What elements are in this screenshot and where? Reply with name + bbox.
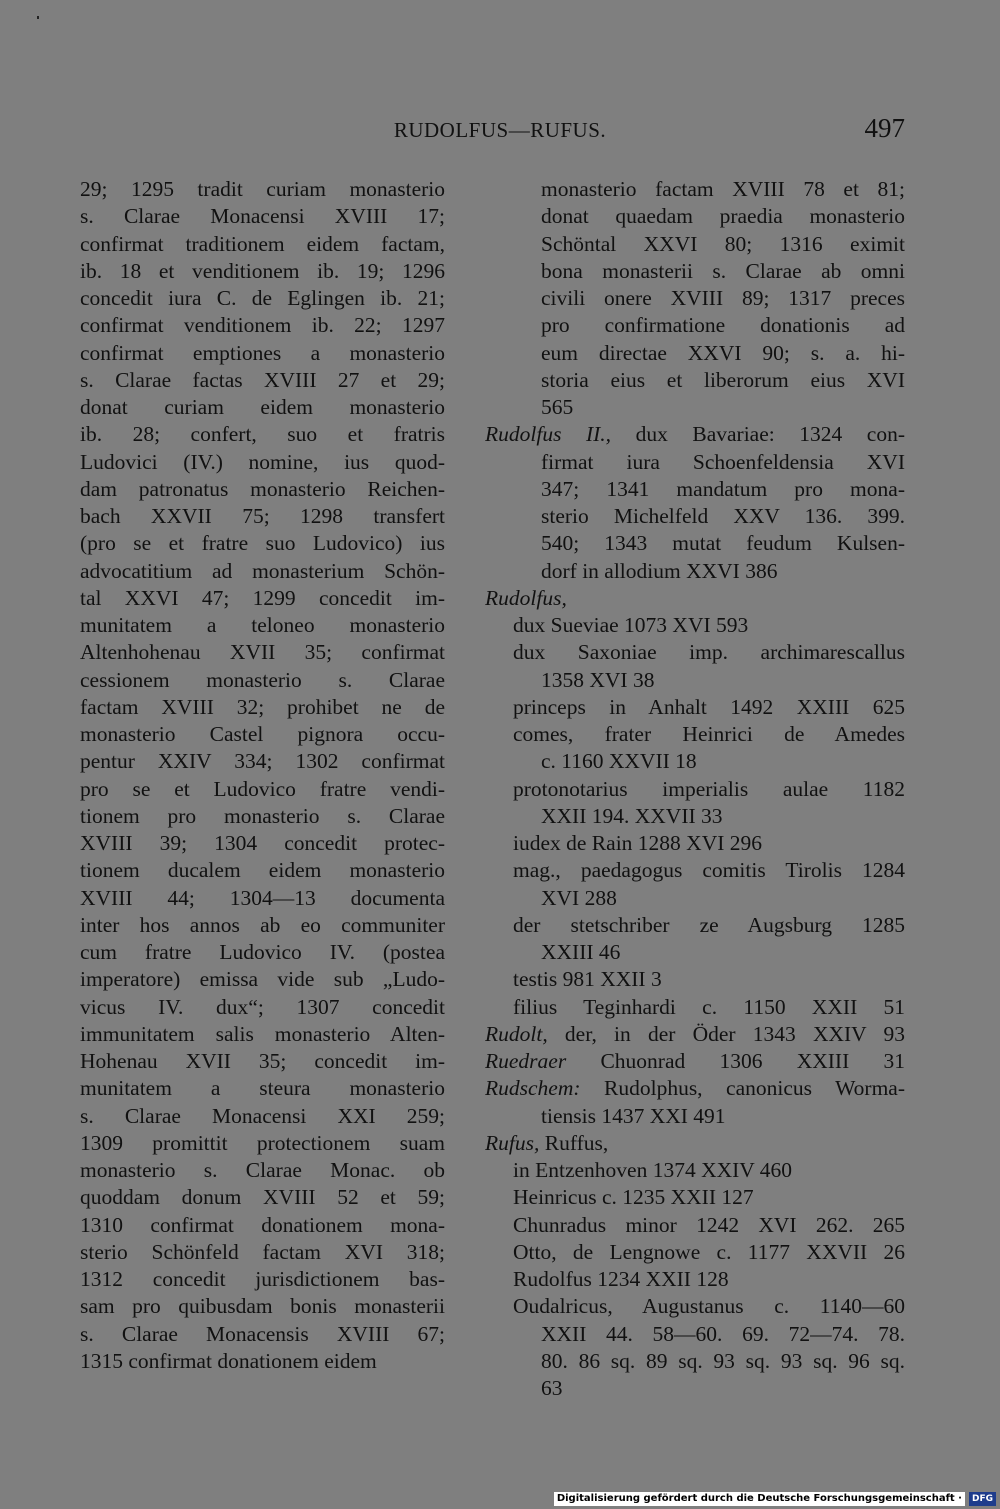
text-line: 1312 concedit jurisdictionem bas- [80, 1267, 445, 1291]
text-line: immunitatem salis monasterio Alten- [80, 1021, 445, 1046]
text-line: XVIII 44; 1304—13 documenta [80, 885, 445, 910]
text-line: ib. 28; confert, suo et fratris [80, 422, 445, 447]
text-line: tionem ducalem eidem monasterio [80, 858, 445, 883]
entry-text: dorf in allodium XXVI 386 [541, 558, 778, 583]
index-line [485, 1375, 905, 1402]
entry-text: 565 [541, 395, 574, 419]
index-line [485, 912, 905, 939]
right-column [485, 176, 905, 1402]
text-line: s. Clarae Monacensis XVIII 67; [80, 1321, 445, 1346]
index-line [485, 1293, 905, 1320]
index-line [485, 449, 905, 476]
entry-text: 540; 1343 mutat feudum Kulsen- [541, 531, 905, 556]
text-line: vicus IV. dux“; 1307 concedit [80, 994, 445, 1019]
entry-text: dux Sueviae 1073 XVI 593 [513, 613, 749, 637]
text-line: cum fratre Ludovico IV. (postea [80, 940, 445, 964]
entry-text: c. 1160 XXVII 18 [541, 749, 697, 774]
index-line [485, 612, 905, 639]
index-line [485, 203, 905, 230]
entry-text: monasterio factam XVIII 78 et 81; [541, 177, 905, 201]
index-line [485, 667, 905, 694]
text-line: 1309 promittit protectionem suam [80, 1130, 445, 1155]
page-number: 497 [864, 113, 905, 143]
entry-text: princeps in Anhalt 1492 XXIII 625 [513, 694, 905, 719]
text-line: 29; 1295 tradit curiam monasterio [80, 177, 445, 201]
index-line [485, 1266, 905, 1293]
entry-text: Rudolfus 1234 XXII 128 [513, 1267, 729, 1291]
text-line: s. Clarae Monacensi XXI 259; [80, 1103, 445, 1128]
index-line [485, 1184, 905, 1211]
entry-text: 1358 XVI 38 [541, 667, 655, 692]
entry-headword: Rufus, [485, 1130, 540, 1155]
text-line: sterio Schönfeld factam XVI 318; [80, 1239, 445, 1264]
index-line [485, 1130, 905, 1157]
index-line [485, 803, 905, 830]
entry-headword: Rudschem: [485, 1076, 581, 1101]
index-line [485, 367, 905, 394]
index-line [485, 1321, 905, 1348]
index-line [485, 966, 905, 993]
index-line [485, 1348, 905, 1375]
entry-headword: Ruedraer [485, 1049, 567, 1073]
index-line [485, 1212, 905, 1239]
text-line: tionem pro monasterio s. Clarae [80, 803, 445, 828]
text-line: inter hos annos ab eo communiter [80, 912, 445, 937]
entry-text: bona monasterii s. Clarae ab omni [541, 258, 905, 283]
entry-text: Otto, de Lengnowe c. 1177 XXVII 26 [513, 1239, 905, 1264]
text-line: Altenhohenau XVII 35; confirmat [80, 640, 445, 665]
text-line: 1315 confirmat donationem eidem [80, 1348, 377, 1373]
index-line [485, 340, 905, 367]
index-line [485, 476, 905, 503]
text-line: s. Clarae Monacensi XVIII 17; [80, 204, 445, 229]
entry-text: Rudolphus, canonicus Worma- [580, 1076, 905, 1101]
index-line [485, 176, 905, 203]
entry-text: tiensis 1437 XXI 491 [541, 1103, 726, 1128]
index-line [485, 1103, 905, 1130]
index-line [485, 830, 905, 857]
index-line [485, 1021, 905, 1048]
text-line: pentur XXIV 334; 1302 confirmat [80, 749, 445, 774]
entry-text: in Entzenhoven 1374 XXIV 460 [513, 1158, 793, 1182]
index-line [485, 312, 905, 339]
entry-headword: Rudolfus, [485, 585, 567, 610]
text-line: dam patronatus monasterio Reichen- [80, 476, 445, 501]
entry-text: der, in der Öder 1343 XXIV 93 [547, 1021, 905, 1046]
text-line: advocatitium ad monasterium Schön- [80, 558, 445, 583]
index-line [485, 776, 905, 803]
index-line [485, 1157, 905, 1184]
text-line: monasterio Castel pignora occu- [80, 722, 445, 746]
footer-credit: Digitalisierung gefördert durch die Deutsche Forschungsgemeinschaft · [554, 1492, 965, 1506]
text-line: ib. 18 et venditionem ib. 19; 1296 [80, 258, 445, 283]
text-line: monasterio s. Clarae Monac. ob [80, 1158, 445, 1182]
index-line [485, 721, 905, 748]
index-line [485, 1048, 905, 1075]
entry-text: XXIII 46 [541, 940, 621, 964]
text-line: sam pro quibusdam bonis monasterii [80, 1294, 445, 1319]
index-line [485, 585, 905, 612]
entry-text: sterio Michelfeld XXV 136. 399. [541, 504, 905, 528]
entry-text: 63 [541, 1376, 563, 1400]
text-line: pro se et Ludovico fratre vendi- [80, 776, 445, 801]
text-line: quoddam donum XVIII 52 et 59; [80, 1185, 445, 1210]
entry-text: dux Saxoniae imp. archimarescallus [513, 640, 905, 665]
entry-text: filius Teginhardi c. 1150 XXII 51 [513, 994, 905, 1019]
text-line: munitatem a steura monasterio [80, 1076, 445, 1101]
index-line [485, 231, 905, 258]
text-line: imperatore) emissa vide sub „Ludo- [80, 967, 445, 992]
entry-text: comes, frater Heinrici de Amedes [513, 722, 905, 746]
index-line [485, 1239, 905, 1266]
running-title: RUDOLFUS—RUFUS. [393, 118, 607, 142]
text-line: Ludovici (IV.) nomine, ius quod- [80, 449, 445, 474]
entry-text: mag., paedagogus comitis Tirolis 1284 [513, 858, 905, 883]
text-line: donat curiam eidem monasterio [80, 395, 445, 419]
entry-headword: Rudolfus II., [485, 422, 612, 447]
entry-text: civili onere XVIII 89; 1317 preces [541, 286, 905, 310]
index-line [485, 748, 905, 775]
left-column [80, 176, 445, 1375]
text-line: Hohenau XVII 35; concedit im- [80, 1049, 445, 1073]
index-line [485, 694, 905, 721]
index-line [485, 885, 905, 912]
entry-text: donat quaedam praedia monasterio [541, 204, 905, 229]
index-line [485, 639, 905, 666]
entry-text: Schöntal XXVI 80; 1316 eximit [541, 231, 905, 256]
text-line: confirmat traditionem eidem factam, [80, 231, 445, 256]
index-line [485, 503, 905, 530]
index-line [485, 421, 905, 448]
entry-text: 80. 86 sq. 89 sq. 93 sq. 93 sq. 96 sq. [541, 1348, 905, 1373]
entry-text: storia eius et liberorum eius XVI [541, 367, 905, 392]
entry-text: eum directae XXVI 90; s. a. hi- [541, 340, 905, 365]
index-line [485, 285, 905, 312]
entry-text: Ruffus, [539, 1130, 609, 1155]
text-line: XVIII 39; 1304 concedit protec- [80, 831, 445, 855]
entry-text: pro confirmatione donationis ad [541, 313, 905, 338]
text-line: confirmat venditionem ib. 22; 1297 [80, 313, 445, 338]
entry-text: XVI 288 [541, 885, 617, 910]
entry-text: Oudalricus, Augustanus c. 1140—60 [513, 1294, 905, 1319]
entry-text: dux Bavariae: 1324 con- [611, 422, 905, 447]
index-line [485, 394, 905, 421]
text-line: s. Clarae factas XVIII 27 et 29; [80, 367, 445, 392]
index-line [485, 857, 905, 884]
text-line: tal XXVI 47; 1299 concedit im- [80, 585, 445, 610]
entry-text: XXII 44. 58—60. 69. 72—74. 78. [541, 1321, 905, 1346]
index-line [485, 994, 905, 1021]
text-line: munitatem a teloneo monasterio [80, 613, 445, 637]
entry-text: testis 981 XXII 3 [513, 967, 662, 992]
text-line: 1310 confirmat donationem mona- [80, 1212, 445, 1237]
index-line [485, 1075, 905, 1102]
text-line: factam XVIII 32; prohibet ne de [80, 694, 445, 719]
index-line [485, 558, 905, 585]
index-line [485, 258, 905, 285]
entry-headword: Rudolt, [485, 1021, 548, 1046]
entry-text: 347; 1341 mandatum pro mona- [541, 476, 905, 501]
entry-text: iudex de Rain 1288 XVI 296 [513, 831, 763, 855]
text-line: concedit iura C. de Eglingen ib. 21; [80, 286, 445, 310]
entry-text: protonotarius imperialis aulae 1182 [513, 776, 905, 801]
text-line: confirmat emptiones a monasterio [80, 340, 445, 365]
entry-text: der stetschriber ze Augsburg 1285 [513, 912, 905, 937]
text-line: (pro se et fratre suo Ludovico) ius [80, 531, 445, 556]
dfg-logo: DFG [969, 1492, 996, 1506]
scan-speck [37, 16, 39, 19]
entry-text: Heinricus c. 1235 XXII 127 [513, 1185, 754, 1210]
entry-text: firmat iura Schoenfeldensia XVI [541, 449, 905, 474]
entry-text: Chunradus minor 1242 XVI 262. 265 [513, 1212, 905, 1237]
text-line: bach XXVII 75; 1298 transfert [80, 504, 445, 528]
index-line [485, 530, 905, 557]
text-line: cessionem monasterio s. Clarae [80, 667, 445, 692]
entry-text: XXII 194. XXVII 33 [541, 803, 723, 828]
index-line [485, 939, 905, 966]
entry-text: Chuonrad 1306 XXIII 31 [566, 1049, 905, 1073]
footer [554, 1491, 996, 1507]
